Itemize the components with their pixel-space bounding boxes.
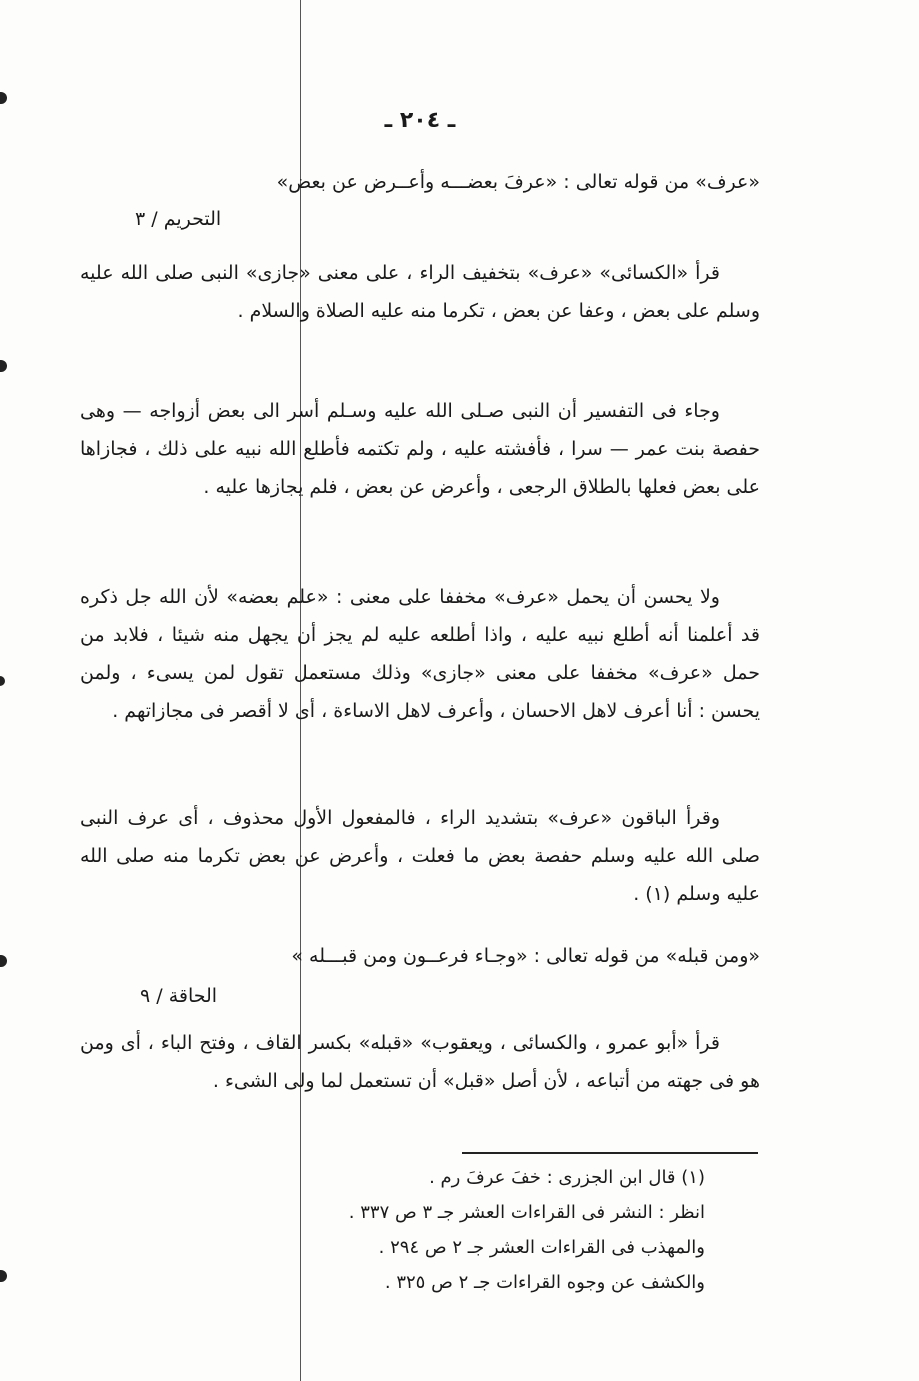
margin-mark xyxy=(0,92,7,104)
paragraph xyxy=(80,578,760,730)
paragraph-text: قرأ «أبو عمرو ، والكسائى ، ويعقوب» «قبله» بكسر القاف ، وفتح الباء ، أى ومن هو فى جهته من أتباعه ، لأن أصل «قبل» أن تستعمل لما ولى الشىء . xyxy=(80,1032,760,1092)
margin-mark xyxy=(0,360,7,372)
footnotes xyxy=(250,1160,705,1300)
paragraph xyxy=(80,254,760,330)
paragraph-text: ولا يحسن أن يحمل «عرف» مخففا على معنى : «علم بعضه» لأن الله جل ذكره قد أعلمنا أنه أطلع نبيه عليه ، واذا أطلعه عليه لم يجز أن يجهل منه شيئا ، فلابد من حمل «عرف» مخففا على معنى «جازى» وذلك مستعمل تقول لمن يسىء ، ولمن يحسن : أنا أعرف لاهل الاحسان ، وأعرف لاهل الاساءة ، أى لا أقصر فى مجازاتهم . xyxy=(80,586,760,722)
verse-heading: «عرف» من قوله تعالى : «عرفَ بعضـــه وأعــرض عن بعض» xyxy=(276,171,760,193)
verse-heading: «ومن قبله» من قوله تعالى : «وجـاء فرعــون ومن قبـــله » xyxy=(291,945,760,967)
footnote-separator xyxy=(462,1152,758,1154)
footnote-line: (١) قال ابن الجزرى : خفَ عرفَ رم . xyxy=(429,1167,705,1188)
paragraph-text: قرأ «الكسائى» «عرف» بتخفيف الراء ، على معنى «جازى» النبى صلى الله عليه وسلم على بعض ، وعفا عن بعض ، تكرما منه عليه الصلاة والسلام . xyxy=(80,262,760,322)
paragraph xyxy=(80,392,760,506)
margin-mark xyxy=(0,955,7,967)
margin-mark xyxy=(0,676,5,686)
verse-reference: الحاقة / ٩ xyxy=(140,985,218,1007)
verse-reference: التحريم / ٣ xyxy=(135,208,222,230)
footnote-line: والكشف عن وجوه القراءات جـ ٢ ص ٣٢٥ . xyxy=(384,1272,705,1293)
paragraph xyxy=(80,1024,760,1100)
paragraph xyxy=(80,799,760,913)
page-number: ـ ٢٠٤ ـ xyxy=(384,108,456,133)
paragraph-text: وقرأ الباقون «عرف» بتشديد الراء ، فالمفعول الأول محذوف ، أى عرف النبى صلى الله عليه وسلم حفصة بعض ما فعلت ، وأعرض عن بعض تكرما منه صلى الله عليه وسلم (١) . xyxy=(80,807,760,905)
margin-mark xyxy=(0,1270,7,1282)
footnote-line: انظر : النشر فى القراءات العشر جـ ٣ ص ٣٣٧ . xyxy=(348,1202,705,1223)
footnote-line: والمهذب فى القراءات العشر جـ ٢ ص ٢٩٤ . xyxy=(378,1237,705,1258)
paragraph-text: وجاء فى التفسير أن النبى صـلى الله عليه وسـلم أسر الى بعض أزواجه — وهى حفصة بنت عمر — سرا ، فأفشته عليه ، ولم تكتمه فأطلع الله نبيه على ذلك ، فجازاها على بعض فعلها بالطلاق الرجعى ، وأعرض عن بعض ، فلم يجازها عليه . xyxy=(80,400,760,498)
